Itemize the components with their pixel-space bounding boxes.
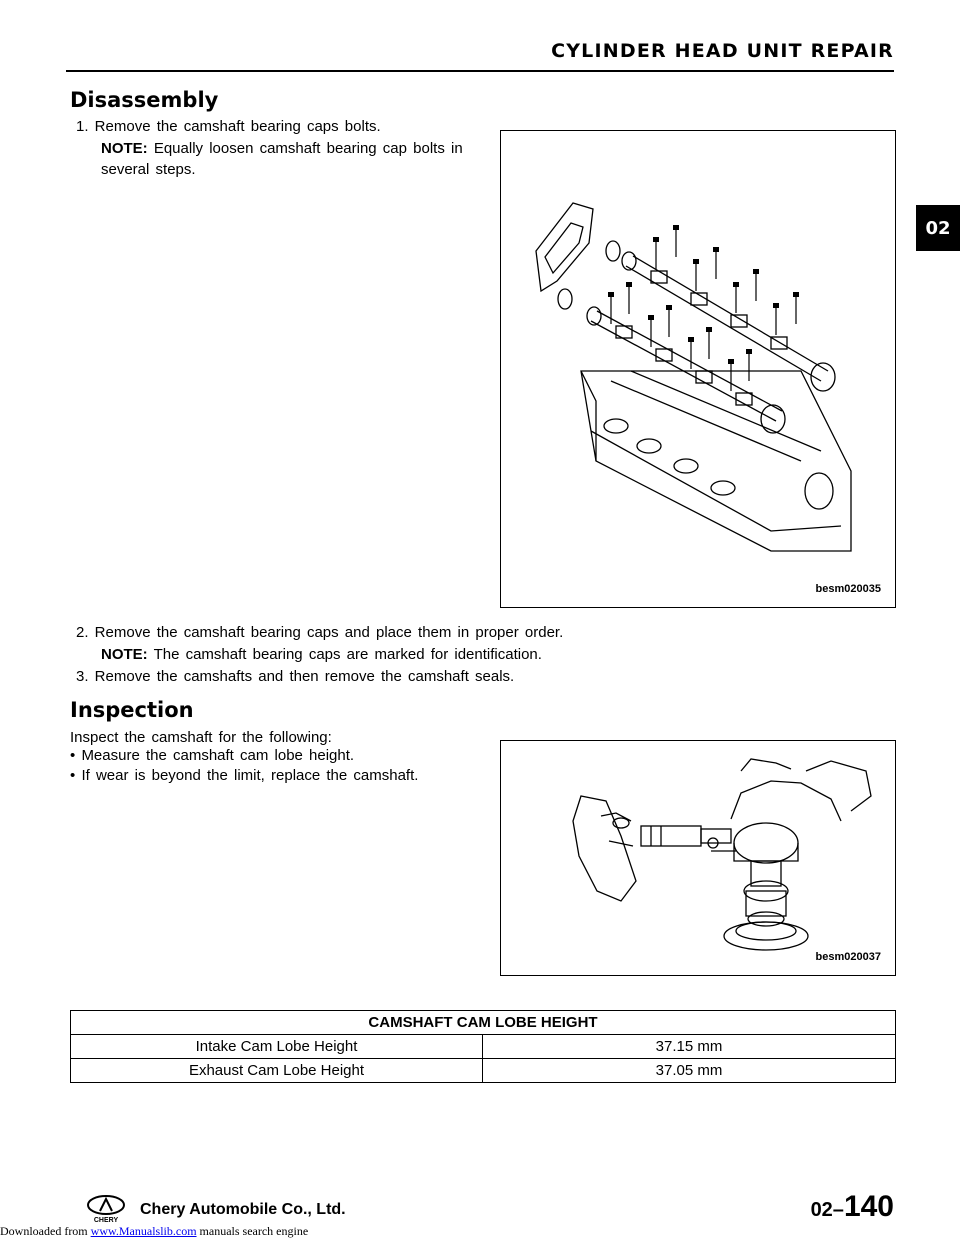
page-prefix: 02– xyxy=(810,1199,844,1221)
spec-label: Exhaust Cam Lobe Height xyxy=(71,1059,483,1083)
note-1-label: NOTE: xyxy=(101,140,148,157)
note-1-text: Equally loosen camshaft bearing cap bolts in several steps. xyxy=(101,140,463,178)
inspection-intro: Inspect the camshaft for the following: xyxy=(70,729,332,746)
micrometer-illustration xyxy=(501,741,895,975)
page-num: 140 xyxy=(843,1190,894,1223)
bullet-2 xyxy=(70,765,418,786)
download-suffix: manuals search engine xyxy=(196,1224,309,1238)
bullet-1-text: Measure the camshaft cam lobe height. xyxy=(81,747,355,764)
footer-company: Chery Automobile Co., Ltd. xyxy=(140,1201,346,1218)
figure-cam-lobe-measurement xyxy=(500,740,896,976)
download-note xyxy=(0,1224,308,1239)
chery-logo xyxy=(86,1194,126,1224)
note-2 xyxy=(101,644,542,665)
bullet-dot: • xyxy=(70,767,76,784)
manualslib-link[interactable]: www.Manualslib.com xyxy=(90,1224,197,1238)
figure-camshaft-exploded xyxy=(500,130,896,608)
camshaft-exploded-illustration xyxy=(501,131,895,607)
section-tab[interactable]: 02 xyxy=(916,205,960,251)
note-1 xyxy=(101,138,463,180)
spec-value: 37.15 mm xyxy=(483,1035,896,1059)
step-1: 1. Remove the camshaft bearing caps bolts. xyxy=(76,118,381,135)
figure-1-caption: besm020035 xyxy=(815,583,881,595)
spec-value: 37.05 mm xyxy=(483,1059,896,1083)
header-rule xyxy=(66,70,894,72)
table-row xyxy=(71,1035,896,1059)
step-3: 3. Remove the camshafts and then remove the camshaft seals. xyxy=(76,668,515,685)
disassembly-heading: Disassembly xyxy=(70,88,219,112)
camshaft-spec-table xyxy=(70,1010,896,1083)
table-row xyxy=(71,1059,896,1083)
bullet-1 xyxy=(70,745,354,766)
logo-text: CHERY xyxy=(93,1217,119,1224)
note-2-label: NOTE: xyxy=(101,646,148,663)
page-number xyxy=(811,1190,894,1224)
note-2-text: The camshaft bearing caps are marked for identification. xyxy=(147,646,542,663)
bullet-2-text: If wear is beyond the limit, replace the camshaft. xyxy=(81,767,419,784)
spec-label: Intake Cam Lobe Height xyxy=(71,1035,483,1059)
inspection-heading: Inspection xyxy=(70,698,194,722)
figure-2-caption: besm020037 xyxy=(815,951,881,963)
step-2: 2. Remove the camshaft bearing caps and place them in proper order. xyxy=(76,624,564,641)
page-header-title: CYLINDER HEAD UNIT REPAIR xyxy=(551,40,894,62)
spec-table-title: CAMSHAFT CAM LOBE HEIGHT xyxy=(71,1011,896,1035)
bullet-dot: • xyxy=(70,747,76,764)
download-prefix: Downloaded from xyxy=(0,1224,91,1238)
